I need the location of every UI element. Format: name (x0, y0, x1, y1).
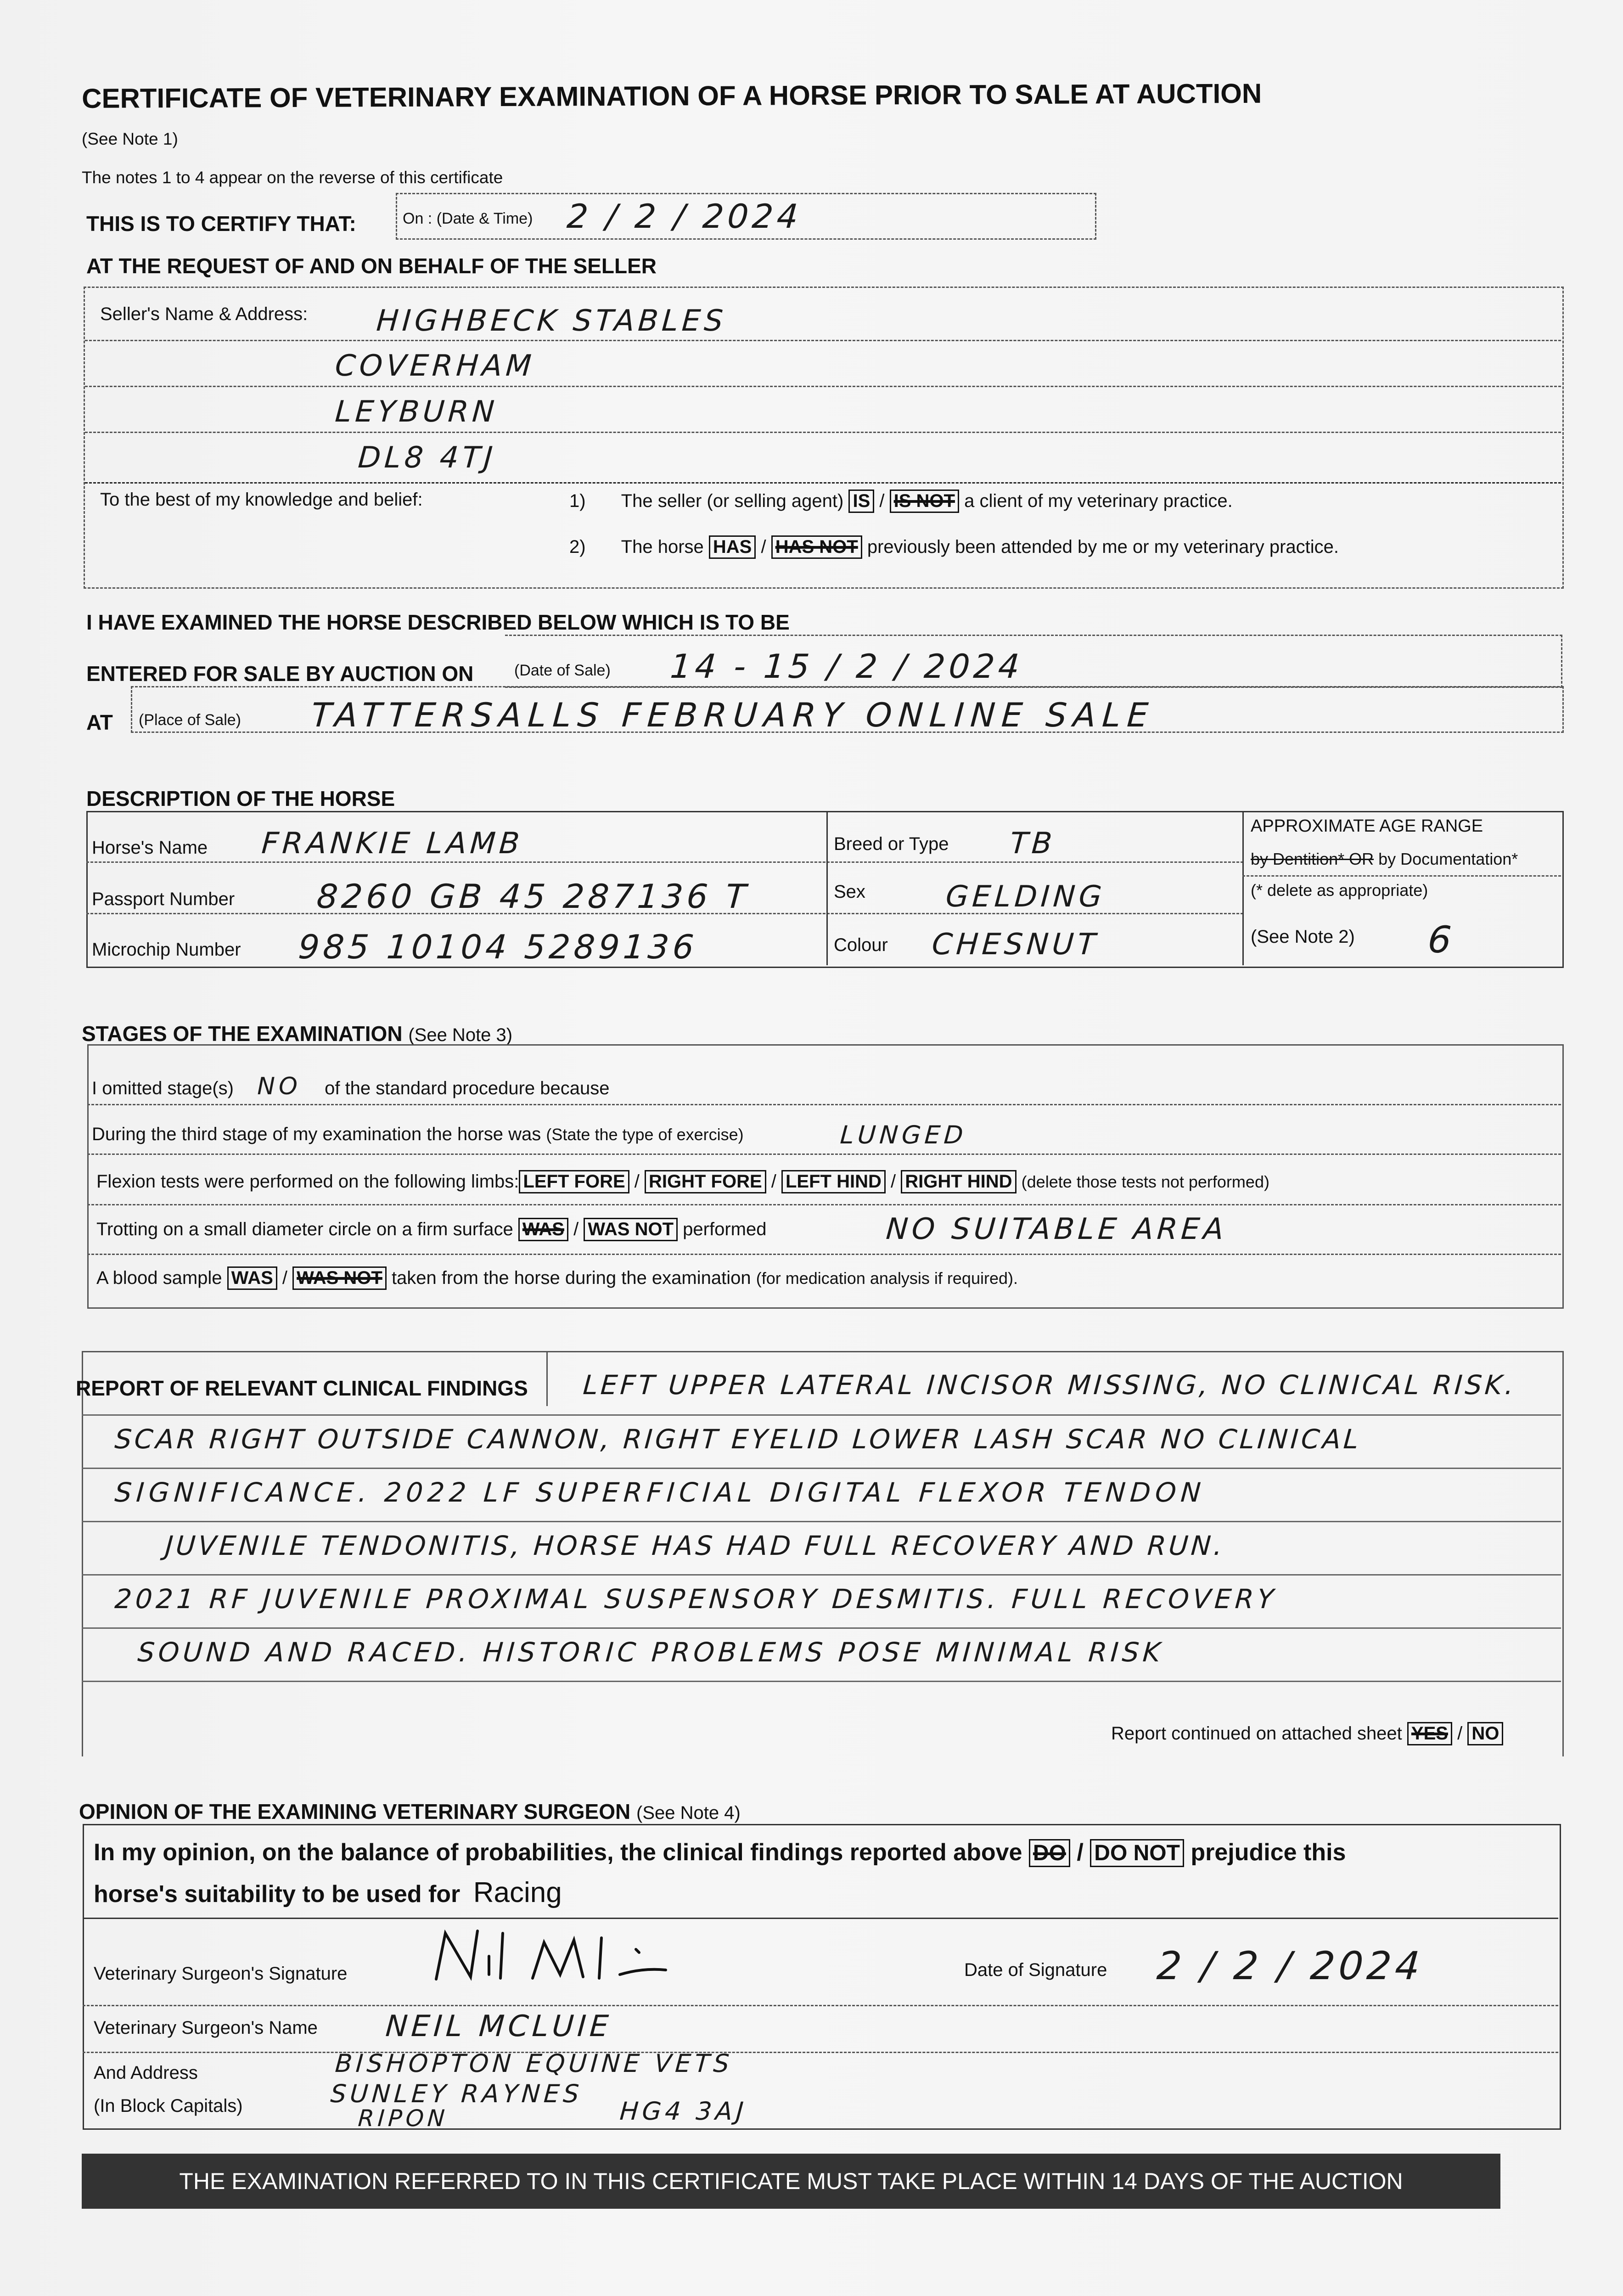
limb-right-fore[interactable]: RIGHT FORE (645, 1170, 766, 1193)
age-by-documentation: by Documentation* (1378, 850, 1518, 868)
omitted-stages-row: I omitted stage(s) NO of the standard procedure because (92, 1073, 610, 1100)
opinion-do-not[interactable]: DO NOT (1090, 1839, 1184, 1867)
opinion-heading: OPINION OF THE EXAMINING VETERINARY SURGEON (See Note 4) (79, 1800, 741, 1823)
limb-left-fore[interactable]: LEFT FORE (519, 1170, 629, 1193)
report-line-3[interactable]: SIGNIFICANCE. 2022 LF SUPERFICIAL DIGITAL FLEXOR TENDON (113, 1477, 1207, 1508)
colour-label: Colour (834, 935, 888, 955)
sale-date-label: (Date of Sale) (514, 662, 611, 679)
address-label: And Address (94, 2063, 198, 2083)
sex-label: Sex (834, 882, 865, 902)
limb-right-hind[interactable]: RIGHT HIND (901, 1170, 1016, 1193)
age-delete-note: (* delete as appropriate) (1251, 881, 1428, 900)
signature-label: Veterinary Surgeon's Signature (94, 1964, 348, 1984)
vet-name-label: Veterinary Surgeon's Name (94, 2018, 318, 2038)
trot-reason-value[interactable]: NO SUITABLE AREA (885, 1212, 1229, 1246)
report-line-4[interactable]: JUVENILE TENDONITIS, HORSE HAS HAD FULL RECOVERY AND RUN. (164, 1530, 1226, 1561)
seller-address-line-2[interactable]: COVERHAM (334, 349, 536, 383)
vet-address-line-2[interactable]: SUNLEY RAYNES (329, 2079, 584, 2108)
continued-no[interactable]: NO (1467, 1722, 1503, 1745)
age-see-note: (See Note 2) (1251, 927, 1355, 947)
exam-date-label: On : (Date & Time) (403, 210, 533, 227)
seller-statement-2: 2) The horse HAS / HAS NOT previously been attended by me or my veterinary practice. (569, 535, 1339, 559)
sale-date-value: 14 - 15 / 2 / 2024 (669, 647, 1025, 686)
opinion-text-line-2: horse's suitability to be used for Racing (94, 1877, 562, 1908)
option-has[interactable]: HAS (709, 535, 756, 559)
option-has-not-struck[interactable]: HAS NOT (771, 535, 862, 559)
horse-name-label: Horse's Name (92, 838, 208, 858)
certificate-title: CERTIFICATE OF VETERINARY EXAMINATION OF A HORSE PRIOR TO SALE AT AUCTION (82, 78, 1262, 114)
report-heading: REPORT OF RELEVANT CLINICAL FINDINGS (76, 1376, 528, 1400)
address-block-capitals-label: (In Block Capitals) (94, 2096, 243, 2116)
belief-label: To the best of my knowledge and belief: (100, 490, 423, 510)
intended-use-value[interactable]: Racing (473, 1877, 562, 1908)
sale-place-label: (Place of Sale) (139, 711, 241, 729)
age-heading: APPROXIMATE AGE RANGE (1251, 816, 1483, 836)
report-continued-row: Report continued on attached sheet YES / NO (1111, 1722, 1503, 1745)
certify-label: THIS IS TO CERTIFY THAT: (86, 212, 356, 236)
report-line-6[interactable]: SOUND AND RACED. HISTORIC PROBLEMS POSE MINIMAL RISK (136, 1637, 1165, 1668)
passport-label: Passport Number (92, 889, 235, 909)
seller-address-line-3[interactable]: LEYBURN (334, 395, 499, 429)
report-line-1[interactable]: LEFT UPPER LATERAL INCISOR MISSING, NO CLINICAL RISK. (582, 1369, 1517, 1401)
seller-address-line-4[interactable]: DL8 4TJ (357, 441, 498, 475)
trot-was-not[interactable]: WAS NOT (584, 1218, 678, 1241)
seller-address-line-1[interactable]: HIGHBECK STABLES (375, 304, 728, 338)
vet-address-line-3[interactable]: RIPON (357, 2105, 449, 2132)
blood-was-not-struck[interactable]: WAS NOT (292, 1266, 387, 1290)
sale-heading-1: I HAVE EXAMINED THE HORSE DESCRIBED BELOW WHICH IS TO BE (86, 610, 790, 634)
sale-place-field[interactable] (131, 686, 1564, 733)
limb-left-hind[interactable]: LEFT HIND (781, 1170, 886, 1193)
horse-heading: DESCRIPTION OF THE HORSE (86, 787, 395, 810)
sale-place-value: TATTERSALLS FEBRUARY ONLINE SALE (310, 696, 1156, 734)
vet-address-line-4[interactable]: HG4 3AJ (618, 2097, 748, 2126)
continued-yes-struck[interactable]: YES (1407, 1722, 1452, 1745)
report-line-2[interactable]: SCAR RIGHT OUTSIDE CANNON, RIGHT EYELID LOWER LASH SCAR NO CLINICAL (113, 1424, 1362, 1455)
flexion-row: Flexion tests were performed on the following limbs: LEFT FORE / RIGHT FORE / LEFT HIND / RIGHT HIND (delete those tests not performed) (96, 1170, 1269, 1193)
age-value[interactable]: 6 (1426, 918, 1457, 961)
breed-value[interactable]: TB (1009, 827, 1057, 861)
trotting-row: Trotting on a small diameter circle on a firm surface WAS / WAS NOT performed (96, 1218, 766, 1241)
see-note-1: (See Note 1) (82, 129, 178, 148)
trot-was-struck[interactable]: WAS (518, 1218, 568, 1241)
age-methods (1251, 850, 1518, 869)
notes-line: The notes 1 to 4 appear on the reverse of this certificate (82, 168, 503, 187)
microchip-value[interactable]: 985 10104 5289136 (297, 928, 699, 966)
date-of-signature-label: Date of Signature (964, 1960, 1107, 1980)
opinion-text-line-1: In my opinion, on the balance of probabilities, the clinical findings reported above DO / DO NOT prejudice this (94, 1839, 1346, 1867)
third-stage-row: During the third stage of my examination the horse was (State the type of exercise) (92, 1124, 744, 1144)
report-line-5[interactable]: 2021 RF JUVENILE PROXIMAL SUSPENSORY DESMITIS. FULL RECOVERY (113, 1583, 1279, 1615)
stages-heading: STAGES OF THE EXAMINATION (See Note 3) (82, 1022, 513, 1046)
colour-value[interactable]: CHESNUT (931, 928, 1101, 962)
seller-statement-1: 1) The seller (or selling agent) IS / IS NOT a client of my veterinary practice. (569, 490, 1233, 513)
sex-value[interactable]: GELDING (944, 880, 1106, 914)
exam-date-value: 2 / 2 / 2024 (566, 197, 803, 236)
seller-name-label: Seller's Name & Address: (100, 304, 308, 324)
blood-was[interactable]: WAS (227, 1266, 277, 1290)
option-is-not-struck[interactable]: IS NOT (890, 490, 959, 513)
seller-heading: AT THE REQUEST OF AND ON BEHALF OF THE SELLER (86, 254, 657, 278)
blood-sample-row: A blood sample WAS / WAS NOT taken from the horse during the examination (for medication analysis if required). (96, 1266, 1018, 1290)
horse-name-value[interactable]: FRANKIE LAMB (260, 827, 524, 861)
sale-date-field[interactable] (505, 635, 1562, 688)
footer-banner: THE EXAMINATION REFERRED TO IN THIS CERTIFICATE MUST TAKE PLACE WITHIN 14 DAYS OF THE AUCTION (82, 2154, 1500, 2209)
breed-label: Breed or Type (834, 834, 949, 854)
vet-name-value[interactable]: NEIL MCLUIE (384, 2009, 613, 2043)
exam-date-field[interactable] (396, 193, 1096, 240)
opinion-do-struck[interactable]: DO (1029, 1839, 1070, 1867)
age-by-dentition-struck: by Dentition* OR (1251, 850, 1374, 868)
third-stage-value[interactable]: LUNGED (839, 1120, 968, 1149)
passport-value[interactable]: 8260 GB 45 287136 T (315, 877, 751, 916)
sale-at-label: AT (86, 710, 113, 734)
vet-address-line-1[interactable]: BISHOPTON EQUINE VETS (334, 2049, 734, 2078)
sale-heading-2: ENTERED FOR SALE BY AUCTION ON (86, 662, 474, 686)
date-of-signature-value[interactable]: 2 / 2 / 2024 (1155, 1943, 1425, 1988)
omitted-stages-value[interactable]: NO (257, 1073, 301, 1100)
vet-signature[interactable] (427, 1924, 684, 1993)
option-is[interactable]: IS (848, 490, 874, 513)
microchip-label: Microchip Number (92, 940, 241, 960)
